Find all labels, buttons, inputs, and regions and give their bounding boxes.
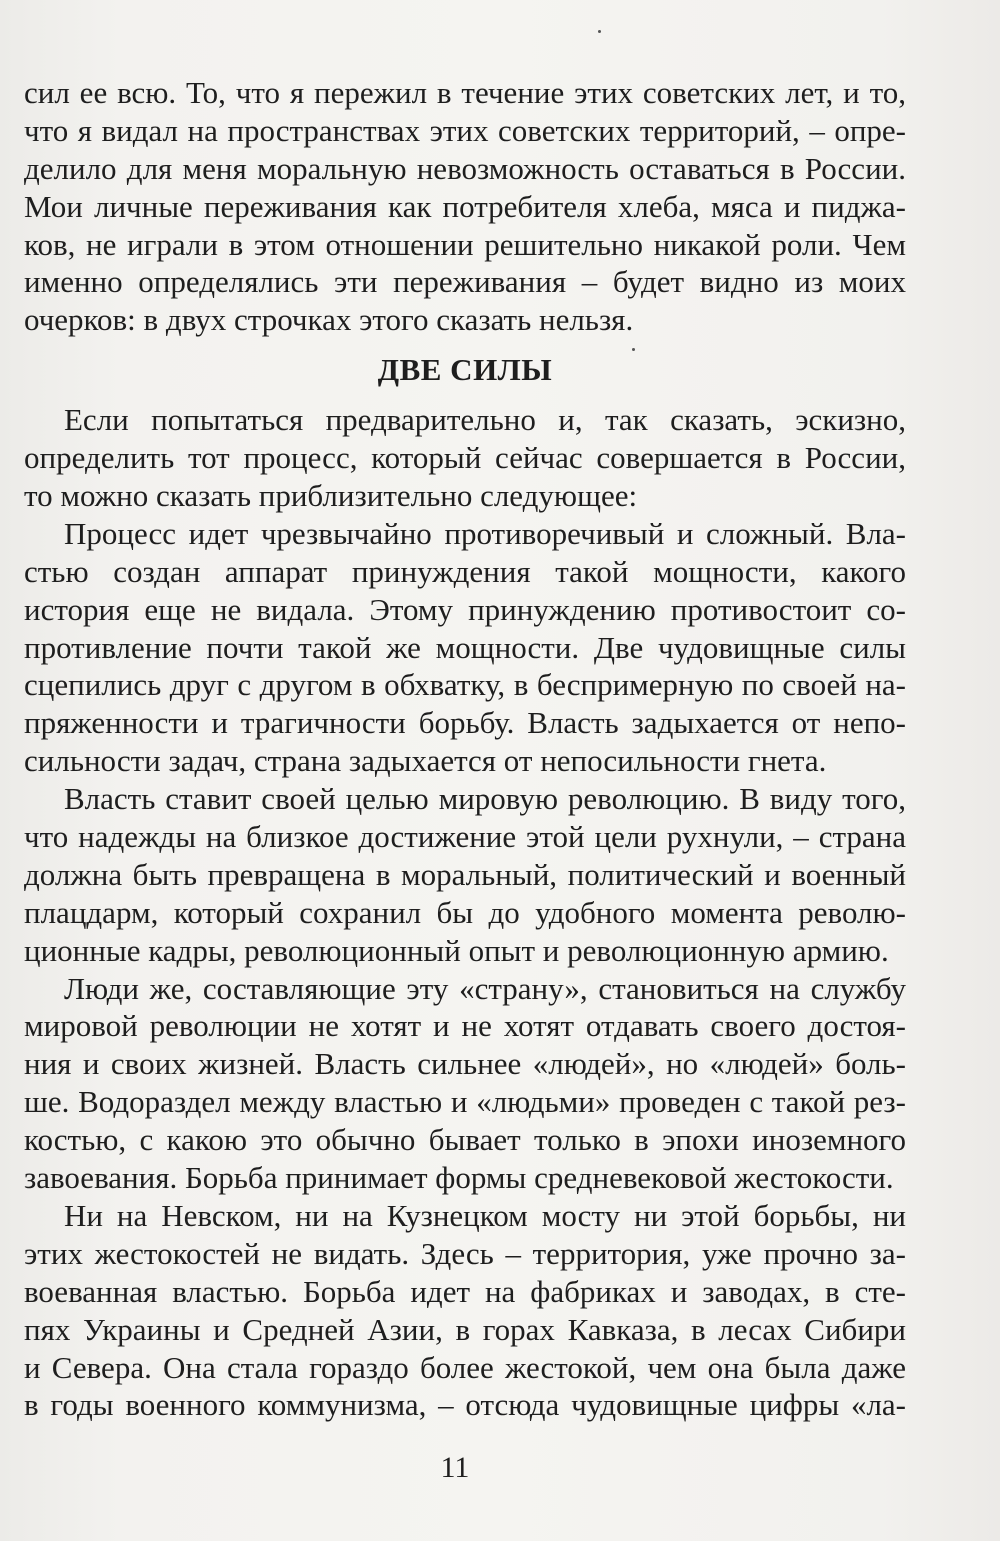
text-line: что я видал на пространствах этих советских территорий, – опре-: [24, 112, 906, 148]
text-line: ков, не играли в этом отношении решительно никакой роли. Чем: [24, 226, 906, 262]
text-line: очерков: в двух строчках этого сказать нельзя.: [24, 302, 634, 338]
text-line: воеванная властью. Борьба идет на фабриках и заводах, в сте-: [24, 1273, 906, 1309]
text-line: то можно сказать приблизительно следующее:: [24, 478, 638, 514]
text-line: завоевания. Борьба принимает формы средневековой жестокости.: [24, 1160, 894, 1196]
text-line: должна быть превращена в моральный, политический и военный: [24, 856, 906, 892]
text-line: делило для меня моральную невозможность оставаться в России.: [24, 150, 906, 186]
paragraph-3: [24, 780, 906, 969]
text-line: сильности задач, страна задыхается от непосильности гнета.: [24, 743, 827, 779]
paragraph-4: [24, 970, 906, 1197]
text-line: стью создан аппарат принуждения такой мощности, какого: [24, 553, 906, 589]
text-line: в годы военного коммунизма, – отсюда чудовищные цифры «ла-: [24, 1387, 906, 1423]
section-heading: ДВЕ СИЛЫ: [377, 352, 553, 388]
text-line: этих жестокостей не видать. Здесь – территория, уже прочно за-: [24, 1235, 906, 1271]
text-line: противление почти такой же мощности. Две чудовищные силы: [24, 629, 906, 665]
text-line: Если попытаться предварительно и, так сказать, эскизно,: [64, 402, 906, 438]
print-speck: [632, 348, 635, 351]
text-line: Процесс идет чрезвычайно противоречивый и сложный. Вла-: [64, 515, 906, 551]
text-line: история еще не видала. Этому принуждению противостоит со-: [24, 591, 906, 627]
text-line: ния и своих жизней. Власть сильнее «людей», но «людей» боль-: [24, 1046, 906, 1082]
intro-paragraph: [24, 74, 906, 339]
paragraph-2: [24, 515, 906, 780]
text-line: Люди же, составляющие эту «страну», становиться на службу: [64, 970, 906, 1006]
text-line: мировой революции не хотят и не хотят отдавать своего достоя-: [24, 1008, 906, 1044]
text-line: пях Украины и Средней Азии, в горах Кавказа, в лесах Сибири: [24, 1311, 906, 1347]
paragraph-5: [24, 1197, 906, 1424]
text-line: Власть ставит своей целью мировую революцию. В виду того,: [64, 781, 906, 817]
text-line: ционные кадры, революционный опыт и революционную армию.: [24, 932, 889, 968]
paragraph-1: [24, 401, 906, 515]
page-number: 11: [440, 1451, 470, 1484]
text-line: плацдарм, который сохранил бы до удобного момента револю-: [24, 894, 906, 930]
text-line: костью, с какою это обычно бывает только в эпохи иноземного: [24, 1122, 906, 1158]
text-line: Ни на Невском, ни на Кузнецком мосту ни этой борьбы, ни: [64, 1197, 906, 1233]
text-line: сил ее всю. То, что я пережил в течение этих советских лет, и то,: [24, 75, 906, 110]
text-line: пряженности и трагичности борьбу. Власть задыхается от непо-: [24, 705, 906, 741]
text-line: что надежды на близкое достижение этой цели рухнули, – страна: [24, 819, 906, 855]
text-line: сцепились друг с другом в обхватку, в беспримерную по своей на-: [24, 667, 906, 703]
page-text: [24, 74, 906, 1424]
text-line: ше. Водораздел между властью и «людьми» проведен с такой рез-: [24, 1084, 906, 1120]
text-line: именно определялись эти переживания – будет видно из моих: [24, 264, 906, 300]
text-line: Мои личные переживания как потребителя хлеба, мяса и пиджа-: [24, 188, 906, 224]
text-line: определить тот процесс, который сейчас совершается в России,: [24, 440, 906, 476]
text-line: и Севера. Она стала гораздо более жестокой, чем она была даже: [24, 1349, 906, 1385]
print-speck: [598, 30, 601, 33]
